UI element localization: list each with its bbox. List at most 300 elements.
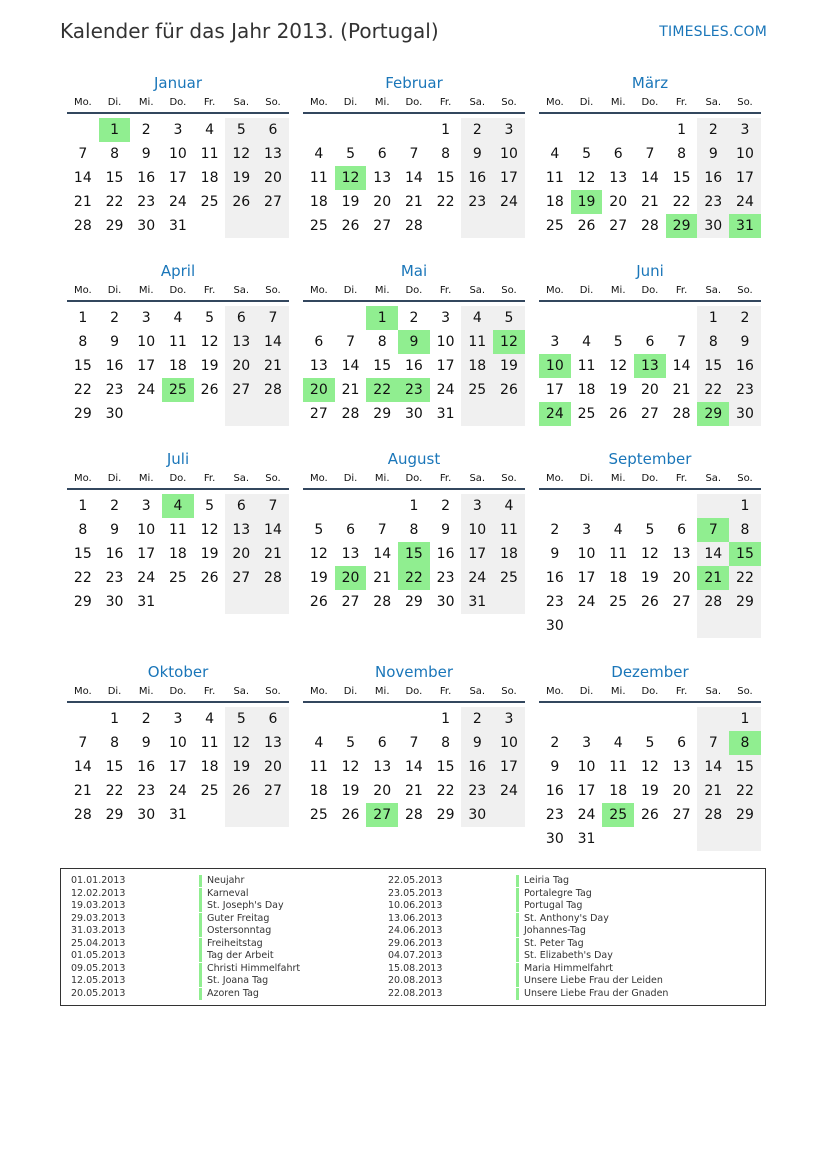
day-cell: 9 (110, 334, 119, 350)
empty-cell (697, 614, 729, 638)
day-cell: 19 (571, 190, 603, 214)
day-cell: 28 (73, 807, 92, 823)
day-cell: 2 (697, 118, 729, 142)
day-cell: 4 (314, 146, 324, 162)
day-cell: 30 (137, 807, 156, 823)
legend-row (61, 900, 300, 913)
empty-cell (493, 402, 525, 426)
holiday-name: Johannes-Tag (524, 925, 586, 936)
day-cell: 8 (441, 735, 451, 751)
weekday-label: Mi. (374, 97, 390, 108)
day-cell: 14 (341, 358, 360, 374)
day-cell: 20 (225, 542, 257, 566)
day-cell: 15 (105, 759, 124, 775)
weekday-label: Mi. (138, 97, 154, 108)
day-cell: 7 (409, 146, 419, 162)
day-cell: 5 (205, 498, 215, 514)
holiday-date: 04.07.2013 (388, 950, 443, 961)
empty-cell (303, 494, 335, 518)
day-cell: 26 (341, 218, 360, 234)
day-cell: 25 (309, 218, 328, 234)
legend-row (61, 975, 300, 988)
day-grid (303, 707, 525, 827)
legend-column-2 (378, 875, 668, 1000)
day-cell: 5 (346, 146, 355, 162)
day-cell: 16 (729, 354, 761, 378)
day-cell: 4 (582, 334, 591, 350)
day-cell: 4 (613, 735, 623, 751)
day-cell: 24 (137, 382, 156, 398)
weekday-label: Fr. (439, 686, 452, 697)
holiday-name: Portugal Tag (524, 900, 583, 911)
empty-cell (571, 118, 603, 142)
day-cell: 11 (493, 518, 525, 542)
day-cell: 12 (609, 358, 628, 374)
day-cell: 15 (73, 546, 92, 562)
day-cell: 30 (697, 214, 729, 238)
day-cell: 7 (409, 735, 419, 751)
day-cell: 5 (493, 306, 525, 330)
empty-cell (602, 707, 634, 731)
day-cell: 16 (697, 166, 729, 190)
day-cell: 21 (404, 783, 423, 799)
day-cell: 28 (672, 406, 691, 422)
empty-cell (729, 614, 761, 638)
holiday-date: 12.02.2013 (71, 887, 126, 899)
day-cell: 20 (335, 566, 367, 590)
weekday-label: So. (501, 686, 517, 697)
day-cell: 14 (73, 759, 92, 775)
weekday-label: Do. (641, 285, 659, 296)
day-cell: 23 (729, 378, 761, 402)
day-cell: 24 (137, 570, 156, 586)
weekday-header (539, 685, 761, 703)
day-cell: 4 (461, 306, 493, 330)
weekday-label: Di. (107, 686, 122, 697)
day-cell: 13 (341, 546, 360, 562)
day-grid (303, 306, 525, 426)
holiday-date: 20.08.2013 (388, 975, 443, 986)
month-mai (303, 260, 525, 426)
holiday-date: 19.03.2013 (71, 900, 126, 911)
weekday-label: Fr. (675, 97, 688, 108)
weekday-label: Fr. (675, 686, 688, 697)
day-cell: 1 (110, 711, 119, 727)
day-cell: 8 (697, 330, 729, 354)
day-cell: 18 (168, 358, 187, 374)
empty-cell (571, 614, 603, 638)
weekday-header (67, 284, 289, 302)
day-cell: 5 (225, 707, 257, 731)
holiday-name: Karneval (207, 887, 249, 899)
weekday-label: Do. (169, 686, 187, 697)
day-cell: 9 (141, 146, 151, 162)
day-grid (539, 707, 761, 851)
day-cell: 16 (461, 755, 493, 779)
month-januar (67, 72, 289, 238)
day-cell: 25 (200, 194, 219, 210)
holiday-date: 31.03.2013 (71, 925, 126, 936)
day-cell: 10 (168, 735, 187, 751)
legend-column-1 (61, 875, 300, 1000)
holiday-name: Azoren Tag (207, 987, 259, 999)
day-cell: 22 (73, 570, 92, 586)
day-cell: 16 (404, 358, 423, 374)
empty-cell (257, 214, 289, 238)
day-cell: 25 (609, 594, 628, 610)
weekday-label: Di. (343, 473, 358, 484)
day-cell: 23 (545, 594, 564, 610)
day-cell: 9 (141, 735, 151, 751)
day-cell: 30 (545, 618, 564, 634)
empty-cell (602, 494, 634, 518)
day-cell: 23 (461, 190, 493, 214)
day-cell: 7 (645, 146, 655, 162)
day-cell: 12 (309, 546, 328, 562)
day-cell: 23 (461, 779, 493, 803)
day-cell: 21 (404, 194, 423, 210)
day-cell: 19 (640, 783, 659, 799)
holiday-marker (516, 988, 519, 1000)
day-cell: 23 (137, 194, 156, 210)
day-cell: 20 (609, 194, 628, 210)
holiday-name: Unsere Liebe Frau der Leiden (524, 975, 663, 986)
day-cell: 29 (729, 590, 761, 614)
day-cell: 22 (73, 382, 92, 398)
day-cell: 2 (550, 735, 560, 751)
day-cell: 27 (341, 594, 360, 610)
empty-cell (194, 402, 226, 426)
weekday-label: So. (737, 686, 753, 697)
day-cell: 27 (609, 218, 628, 234)
day-cell: 24 (577, 594, 596, 610)
day-cell: 15 (373, 358, 392, 374)
month-juli (67, 448, 289, 614)
month-oktober (67, 661, 289, 827)
empty-cell (67, 118, 99, 142)
day-cell: 1 (441, 711, 451, 727)
weekday-label: Mi. (138, 473, 154, 484)
day-cell: 29 (729, 803, 761, 827)
day-cell: 12 (577, 170, 596, 186)
weekday-label: Sa. (233, 686, 250, 697)
day-cell: 13 (225, 330, 257, 354)
day-cell: 18 (609, 783, 628, 799)
empty-cell (225, 214, 257, 238)
day-cell: 13 (373, 759, 392, 775)
weekday-label: Mo. (73, 97, 92, 108)
empty-cell (634, 306, 666, 330)
empty-cell (493, 803, 525, 827)
day-cell: 17 (493, 755, 525, 779)
day-cell: 12 (640, 546, 659, 562)
day-cell: 24 (577, 807, 596, 823)
day-cell: 15 (697, 354, 729, 378)
day-cell: 16 (105, 546, 124, 562)
weekday-label: Mo. (309, 285, 328, 296)
weekday-header (539, 96, 761, 114)
day-cell: 19 (341, 783, 360, 799)
legend-row (378, 900, 668, 913)
day-cell: 17 (137, 546, 156, 562)
holiday-marker (516, 913, 519, 925)
day-cell: 30 (461, 803, 493, 827)
day-grid (539, 494, 761, 638)
day-cell: 7 (697, 518, 729, 542)
empty-cell (571, 306, 603, 330)
weekday-label: Fr. (439, 473, 452, 484)
day-cell: 7 (78, 735, 88, 751)
weekday-label: So. (265, 473, 281, 484)
day-cell: 9 (729, 330, 761, 354)
day-cell: 29 (105, 807, 124, 823)
day-cell: 27 (225, 378, 257, 402)
day-cell: 6 (314, 334, 324, 350)
empty-cell (729, 827, 761, 851)
day-cell: 18 (200, 170, 219, 186)
day-cell: 22 (105, 194, 124, 210)
month-name: Januar (154, 74, 202, 92)
day-cell: 10 (137, 522, 156, 538)
day-cell: 14 (640, 170, 659, 186)
day-cell: 29 (105, 218, 124, 234)
empty-cell (493, 590, 525, 614)
day-cell: 20 (303, 378, 335, 402)
day-cell: 6 (225, 306, 257, 330)
holiday-legend (60, 868, 766, 1006)
day-cell: 24 (493, 190, 525, 214)
day-cell: 4 (613, 522, 623, 538)
day-cell: 29 (73, 594, 92, 610)
day-cell: 12 (225, 731, 257, 755)
day-cell: 26 (225, 190, 257, 214)
day-cell: 4 (162, 494, 194, 518)
weekday-label: Sa. (705, 97, 722, 108)
holiday-marker (199, 950, 202, 962)
day-cell: 25 (577, 406, 596, 422)
day-cell: 23 (105, 382, 124, 398)
month-name: Dezember (611, 663, 689, 681)
day-grid (539, 118, 761, 238)
month-august (303, 448, 525, 614)
legend-row (378, 925, 668, 938)
day-cell: 13 (609, 170, 628, 186)
weekday-label: Sa. (469, 285, 486, 296)
weekday-label: So. (737, 97, 753, 108)
legend-row (61, 875, 300, 888)
empty-cell (602, 118, 634, 142)
weekday-header (303, 96, 525, 114)
day-cell: 6 (346, 522, 355, 538)
day-cell: 29 (73, 406, 92, 422)
day-cell: 6 (645, 334, 655, 350)
day-cell: 10 (436, 334, 455, 350)
holiday-date: 15.08.2013 (388, 962, 443, 974)
empty-cell (602, 827, 634, 851)
day-cell: 6 (257, 118, 289, 142)
holiday-date: 29.03.2013 (71, 912, 126, 924)
weekday-label: Mi. (138, 285, 154, 296)
day-cell: 1 (729, 494, 761, 518)
day-cell: 26 (309, 594, 328, 610)
day-cell: 15 (73, 358, 92, 374)
weekday-label: Mo. (73, 285, 92, 296)
weekday-label: Fr. (439, 285, 452, 296)
empty-cell (539, 118, 571, 142)
weekday-label: Sa. (705, 686, 722, 697)
legend-row (378, 988, 668, 1001)
weekday-label: Do. (169, 285, 187, 296)
day-cell: 22 (436, 194, 455, 210)
day-cell: 1 (729, 707, 761, 731)
day-cell: 2 (461, 707, 493, 731)
holiday-marker (516, 975, 519, 987)
weekday-label: Fr. (675, 285, 688, 296)
day-cell: 28 (404, 807, 423, 823)
legend-row (61, 950, 300, 963)
empty-cell (666, 494, 698, 518)
day-cell: 28 (373, 594, 392, 610)
empty-cell (257, 803, 289, 827)
day-cell: 17 (461, 542, 493, 566)
day-cell: 11 (577, 358, 596, 374)
day-cell: 11 (461, 330, 493, 354)
day-grid (67, 118, 289, 238)
day-cell: 15 (729, 755, 761, 779)
day-cell: 12 (200, 334, 219, 350)
day-cell: 17 (168, 759, 187, 775)
weekday-label: So. (501, 285, 517, 296)
day-cell: 27 (257, 779, 289, 803)
day-cell: 12 (493, 330, 525, 354)
day-cell: 11 (200, 735, 219, 751)
day-cell: 5 (645, 522, 655, 538)
empty-cell (398, 118, 430, 142)
holiday-date: 01.05.2013 (71, 950, 126, 961)
month-juni (539, 260, 761, 426)
day-cell: 24 (436, 382, 455, 398)
day-cell: 2 (141, 711, 151, 727)
day-cell: 19 (493, 354, 525, 378)
month-name: August (387, 450, 441, 468)
day-cell: 18 (545, 194, 564, 210)
day-cell: 7 (257, 494, 289, 518)
month-september (539, 448, 761, 638)
month-november (303, 661, 525, 827)
day-cell: 7 (257, 306, 289, 330)
legend-row (378, 888, 668, 901)
holiday-date: 13.06.2013 (388, 912, 443, 924)
empty-cell (461, 402, 493, 426)
empty-cell (366, 494, 398, 518)
weekday-label: Do. (641, 97, 659, 108)
day-cell: 21 (73, 783, 92, 799)
day-cell: 31 (436, 406, 455, 422)
empty-cell (162, 402, 194, 426)
day-cell: 2 (409, 310, 419, 326)
empty-cell (634, 707, 666, 731)
empty-cell (225, 402, 257, 426)
legend-row (61, 988, 300, 1001)
empty-cell (539, 306, 571, 330)
weekday-label: Mo. (545, 285, 564, 296)
day-cell: 28 (341, 406, 360, 422)
month-name: April (160, 262, 196, 280)
day-cell: 9 (550, 759, 560, 775)
day-cell: 6 (257, 707, 289, 731)
weekday-label: Fr. (203, 473, 216, 484)
day-cell: 23 (545, 807, 564, 823)
day-cell: 16 (545, 570, 564, 586)
holiday-marker (199, 963, 202, 975)
day-cell: 28 (640, 218, 659, 234)
holiday-name: Christi Himmelfahrt (207, 962, 301, 974)
day-cell: 19 (200, 546, 219, 562)
month-name: Oktober (147, 663, 209, 681)
empty-cell (398, 707, 430, 731)
day-cell: 12 (335, 166, 367, 190)
day-cell: 29 (373, 406, 392, 422)
holiday-name: Portalegre Tag (524, 887, 592, 899)
empty-cell (366, 118, 398, 142)
day-cell: 27 (373, 218, 392, 234)
day-cell: 22 (398, 566, 430, 590)
day-cell: 26 (200, 382, 219, 398)
day-cell: 21 (257, 542, 289, 566)
day-cell: 21 (257, 354, 289, 378)
empty-cell (602, 614, 634, 638)
day-cell: 25 (200, 783, 219, 799)
day-cell: 14 (672, 358, 691, 374)
holiday-name: Guter Freitag (207, 912, 270, 924)
day-cell: 3 (493, 707, 525, 731)
holiday-marker (516, 925, 519, 937)
weekday-label: Sa. (233, 97, 250, 108)
weekday-label: Do. (169, 97, 187, 108)
day-cell: 8 (729, 731, 761, 755)
day-cell: 24 (168, 194, 187, 210)
day-cell: 24 (493, 779, 525, 803)
empty-cell (571, 494, 603, 518)
page-title: Kalender für das Jahr 2013. (Portugal) (60, 19, 439, 43)
holiday-name: St. Joana Tag (207, 975, 269, 986)
empty-cell (335, 707, 367, 731)
day-cell: 11 (545, 170, 564, 186)
day-cell: 9 (441, 522, 451, 538)
day-cell: 5 (582, 146, 591, 162)
day-cell: 8 (409, 522, 419, 538)
day-cell: 19 (309, 570, 328, 586)
weekday-header (67, 685, 289, 703)
weekday-header (67, 472, 289, 490)
site-link[interactable]: TIMESLES.COM (659, 24, 767, 40)
legend-row (61, 888, 300, 901)
day-cell: 15 (398, 542, 430, 566)
day-cell: 27 (672, 807, 691, 823)
day-cell: 13 (672, 759, 691, 775)
day-cell: 19 (609, 382, 628, 398)
day-cell: 2 (141, 122, 151, 138)
weekday-label: Mi. (374, 473, 390, 484)
weekday-header (67, 96, 289, 114)
day-cell: 15 (729, 542, 761, 566)
day-cell: 18 (309, 194, 328, 210)
day-cell: 26 (640, 594, 659, 610)
day-cell: 14 (257, 330, 289, 354)
day-cell: 27 (225, 566, 257, 590)
day-cell: 10 (461, 518, 493, 542)
empty-cell (194, 803, 226, 827)
